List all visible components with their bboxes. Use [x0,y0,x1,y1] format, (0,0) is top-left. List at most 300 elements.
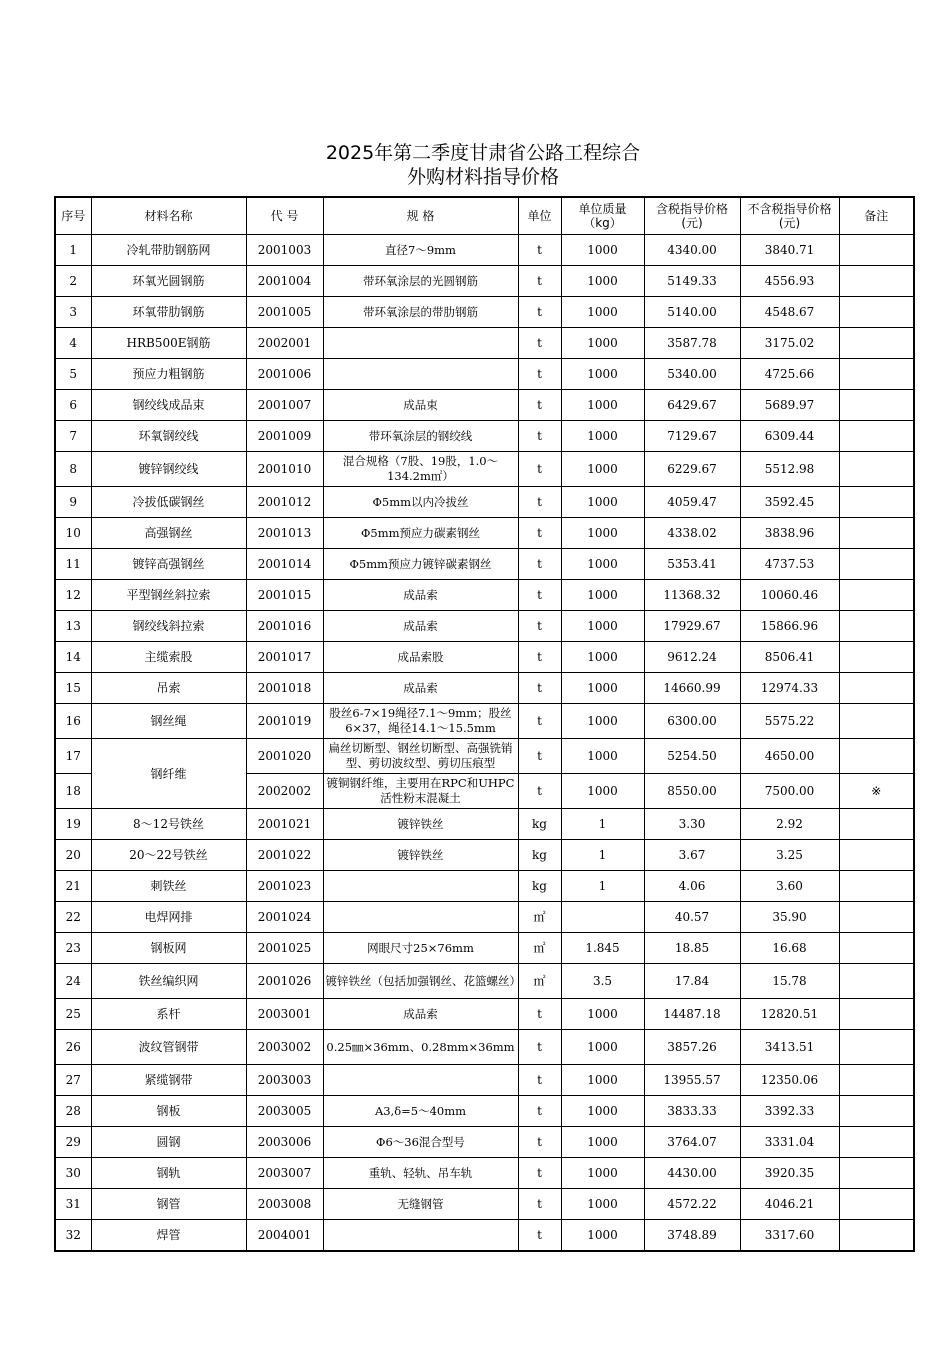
cell-name: 主缆索股 [91,642,246,673]
cell-name: 环氧光圆钢筋 [91,266,246,297]
table-row [55,518,914,549]
table-row [55,1127,914,1158]
cell-code: 2003006 [246,1127,323,1158]
cell-note [839,359,914,390]
cell-mass: 1 [561,871,644,902]
cell-no: 2 [55,266,91,297]
cell-code: 2002002 [246,774,323,809]
cell-notax: 2.92 [740,809,839,840]
cell-notax: 12974.33 [740,673,839,704]
table-row [55,840,914,871]
header-notax-price: 不含税指导价格(元) [740,197,839,235]
cell-code: 2001016 [246,611,323,642]
table-row [55,1065,914,1096]
cell-name: 刺铁丝 [91,871,246,902]
cell-name: 环氧钢绞线 [91,421,246,452]
cell-spec: 镀锌铁丝 [323,809,518,840]
cell-name: 钢绞线斜拉索 [91,611,246,642]
cell-notax: 4725.66 [740,359,839,390]
cell-name: 系杆 [91,999,246,1030]
cell-mass: 1000 [561,1030,644,1065]
cell-unit: t [518,704,561,739]
cell-tax: 4340.00 [644,235,740,266]
table-row [55,611,914,642]
cell-mass: 1000 [561,518,644,549]
cell-code: 2002001 [246,328,323,359]
cell-name: 钢板网 [91,933,246,964]
cell-name: 钢板 [91,1096,246,1127]
cell-code: 2003005 [246,1096,323,1127]
cell-spec: 成品索 [323,673,518,704]
cell-no: 8 [55,452,91,487]
cell-mass: 1000 [561,1158,644,1189]
cell-name: 钢绞线成品束 [91,390,246,421]
cell-tax: 5254.50 [644,739,740,774]
cell-no: 23 [55,933,91,964]
cell-notax: 5512.98 [740,452,839,487]
cell-note [839,549,914,580]
cell-unit: kg [518,809,561,840]
cell-notax: 12820.51 [740,999,839,1030]
cell-mass: 1000 [561,704,644,739]
cell-tax: 6229.67 [644,452,740,487]
cell-notax: 5575.22 [740,704,839,739]
header-row [55,197,914,235]
table-row [55,359,914,390]
cell-name: 镀锌高强钢丝 [91,549,246,580]
cell-no: 20 [55,840,91,871]
cell-note: ※ [839,774,914,809]
cell-tax: 4572.22 [644,1189,740,1220]
table-row [55,1220,914,1252]
cell-no: 22 [55,902,91,933]
table-row [55,1189,914,1220]
cell-tax: 3833.33 [644,1096,740,1127]
cell-name: 镀锌钢绞线 [91,452,246,487]
table-row [55,390,914,421]
table-row [55,933,914,964]
cell-spec: 镀锌铁丝 [323,840,518,871]
cell-notax: 3413.51 [740,1030,839,1065]
cell-unit: t [518,297,561,328]
cell-unit: t [518,235,561,266]
cell-code: 2003002 [246,1030,323,1065]
cell-unit: t [518,611,561,642]
cell-tax: 9612.24 [644,642,740,673]
cell-notax: 4548.67 [740,297,839,328]
cell-spec: Φ5mm预应力碳素钢丝 [323,518,518,549]
cell-code: 2001023 [246,871,323,902]
cell-unit: ㎡ [518,902,561,933]
header-unit: 单位 [518,197,561,235]
cell-mass: 1000 [561,297,644,328]
cell-note [839,487,914,518]
cell-mass: 1000 [561,1189,644,1220]
cell-note [839,266,914,297]
cell-mass: 1000 [561,739,644,774]
cell-note [839,518,914,549]
cell-spec: 镀锌铁丝（包括加强钢丝、花篮螺丝） [323,964,518,999]
header-no: 序号 [55,197,91,235]
cell-note [839,1158,914,1189]
cell-spec: 成品索 [323,580,518,611]
cell-tax: 4338.02 [644,518,740,549]
cell-no: 32 [55,1220,91,1252]
cell-mass [561,902,644,933]
cell-unit: ㎡ [518,933,561,964]
cell-no: 30 [55,1158,91,1189]
cell-no: 6 [55,390,91,421]
cell-code: 2001024 [246,902,323,933]
cell-mass: 1000 [561,359,644,390]
cell-notax: 4046.21 [740,1189,839,1220]
cell-name: 20～22号铁丝 [91,840,246,871]
cell-note [839,999,914,1030]
cell-unit: t [518,642,561,673]
table-row [55,328,914,359]
table-row [55,704,914,739]
cell-tax: 7129.67 [644,421,740,452]
cell-note [839,235,914,266]
cell-tax: 13955.57 [644,1065,740,1096]
cell-tax: 17.84 [644,964,740,999]
cell-notax: 10060.46 [740,580,839,611]
table-row [55,487,914,518]
cell-code: 2001009 [246,421,323,452]
table-row [55,739,914,774]
cell-code: 2001017 [246,642,323,673]
cell-notax: 16.68 [740,933,839,964]
cell-mass: 1000 [561,549,644,580]
cell-no: 28 [55,1096,91,1127]
table-row [55,642,914,673]
cell-notax: 3.60 [740,871,839,902]
cell-tax: 3.67 [644,840,740,871]
cell-spec [323,1220,518,1252]
cell-unit: t [518,1096,561,1127]
cell-no: 27 [55,1065,91,1096]
cell-no: 7 [55,421,91,452]
cell-tax: 3764.07 [644,1127,740,1158]
cell-notax: 3592.45 [740,487,839,518]
cell-name: 冷拔低碳钢丝 [91,487,246,518]
cell-name: 预应力粗钢筋 [91,359,246,390]
table-row [55,902,914,933]
cell-name: 钢纤维 [91,739,246,809]
cell-no: 24 [55,964,91,999]
cell-code: 2001014 [246,549,323,580]
cell-code: 2001025 [246,933,323,964]
cell-unit: t [518,549,561,580]
cell-note [839,673,914,704]
cell-note [839,421,914,452]
cell-name: 电焊网排 [91,902,246,933]
header-spec: 规 格 [323,197,518,235]
cell-unit: t [518,266,561,297]
cell-unit: t [518,1158,561,1189]
cell-tax: 6429.67 [644,390,740,421]
cell-no: 11 [55,549,91,580]
cell-code: 2001013 [246,518,323,549]
cell-name: 环氧带肋钢筋 [91,297,246,328]
cell-spec: 带环氧涂层的带肋钢筋 [323,297,518,328]
cell-note [839,1189,914,1220]
cell-code: 2003008 [246,1189,323,1220]
cell-code: 2001019 [246,704,323,739]
cell-notax: 4556.93 [740,266,839,297]
cell-note [839,1220,914,1252]
cell-spec: 扁丝切断型、钢丝切断型、高强铣销型、剪切波纹型、剪切压痕型 [323,739,518,774]
cell-spec [323,902,518,933]
cell-unit: t [518,452,561,487]
cell-mass: 1000 [561,673,644,704]
cell-spec: 网眼尺寸25×76mm [323,933,518,964]
cell-tax: 5149.33 [644,266,740,297]
cell-unit: kg [518,840,561,871]
cell-mass: 1 [561,840,644,871]
cell-name: 波纹管钢带 [91,1030,246,1065]
cell-spec: Φ6～36混合型号 [323,1127,518,1158]
cell-name: 焊管 [91,1220,246,1252]
cell-tax: 17929.67 [644,611,740,642]
cell-unit: t [518,739,561,774]
cell-note [839,704,914,739]
cell-tax: 5140.00 [644,297,740,328]
cell-notax: 8506.41 [740,642,839,673]
cell-note [839,390,914,421]
cell-note [839,809,914,840]
table-row [55,266,914,297]
cell-note [839,964,914,999]
cell-spec: 成品索 [323,611,518,642]
cell-spec: 无缝钢管 [323,1189,518,1220]
cell-mass: 1000 [561,1065,644,1096]
price-table [54,196,915,1252]
cell-no: 4 [55,328,91,359]
header-name: 材料名称 [91,197,246,235]
cell-no: 29 [55,1127,91,1158]
cell-spec: 0.25㎜×36mm、0.28mm×36mm [323,1030,518,1065]
cell-spec: 成品束 [323,390,518,421]
cell-notax: 12350.06 [740,1065,839,1096]
cell-spec [323,871,518,902]
cell-spec: Φ5mm预应力镀锌碳素钢丝 [323,549,518,580]
cell-code: 2001018 [246,673,323,704]
cell-tax: 14487.18 [644,999,740,1030]
cell-mass: 1000 [561,487,644,518]
cell-mass: 1000 [561,390,644,421]
cell-note [839,611,914,642]
cell-no: 3 [55,297,91,328]
cell-no: 16 [55,704,91,739]
cell-unit: t [518,1189,561,1220]
cell-notax: 15866.96 [740,611,839,642]
cell-code: 2003001 [246,999,323,1030]
cell-note [839,642,914,673]
cell-no: 25 [55,999,91,1030]
cell-note [839,902,914,933]
cell-mass: 1000 [561,774,644,809]
cell-code: 2001020 [246,739,323,774]
cell-note [839,1127,914,1158]
cell-name: 圆钢 [91,1127,246,1158]
cell-no: 10 [55,518,91,549]
cell-unit: t [518,487,561,518]
cell-notax: 7500.00 [740,774,839,809]
table-row [55,580,914,611]
cell-tax: 3857.26 [644,1030,740,1065]
document-title-line2: 外购材料指导价格 [406,166,559,188]
cell-note [839,840,914,871]
cell-no: 14 [55,642,91,673]
cell-spec: 带环氧涂层的钢绞线 [323,421,518,452]
cell-note [839,1065,914,1096]
cell-name: 吊索 [91,673,246,704]
header-note: 备注 [839,197,914,235]
cell-spec [323,359,518,390]
cell-mass: 1000 [561,452,644,487]
table-row [55,235,914,266]
cell-unit: t [518,1127,561,1158]
cell-spec: A3,δ=5～40mm [323,1096,518,1127]
cell-unit: t [518,359,561,390]
cell-notax: 3175.02 [740,328,839,359]
cell-tax: 11368.32 [644,580,740,611]
cell-spec [323,328,518,359]
cell-mass: 1000 [561,235,644,266]
cell-spec: 成品索 [323,999,518,1030]
cell-notax: 4650.00 [740,739,839,774]
cell-tax: 8550.00 [644,774,740,809]
cell-spec: Φ5mm以内冷拔丝 [323,487,518,518]
cell-mass: 1000 [561,642,644,673]
cell-no: 31 [55,1189,91,1220]
cell-notax: 3838.96 [740,518,839,549]
table-row [55,1096,914,1127]
cell-code: 2001026 [246,964,323,999]
cell-note [839,1030,914,1065]
cell-notax: 3920.35 [740,1158,839,1189]
cell-code: 2004001 [246,1220,323,1252]
cell-unit: t [518,1065,561,1096]
cell-spec: 带环氧涂层的光圆钢筋 [323,266,518,297]
cell-mass: 1000 [561,1096,644,1127]
table-row [55,1030,914,1065]
table-row [55,549,914,580]
table-row [55,871,914,902]
table-row [55,297,914,328]
cell-mass: 1000 [561,999,644,1030]
cell-note [839,580,914,611]
cell-mass: 1000 [561,1127,644,1158]
cell-spec: 直径7～9mm [323,235,518,266]
cell-unit: t [518,673,561,704]
cell-mass: 1000 [561,266,644,297]
header-mass: 单位质量（kg） [561,197,644,235]
cell-no: 15 [55,673,91,704]
cell-notax: 35.90 [740,902,839,933]
cell-tax: 3587.78 [644,328,740,359]
cell-tax: 4059.47 [644,487,740,518]
cell-spec [323,1065,518,1096]
cell-unit: t [518,999,561,1030]
table-row [55,452,914,487]
table-row [55,964,914,999]
cell-tax: 6300.00 [644,704,740,739]
cell-code: 2001007 [246,390,323,421]
cell-tax: 3.30 [644,809,740,840]
cell-tax: 5340.00 [644,359,740,390]
cell-name: 8～12号铁丝 [91,809,246,840]
cell-note [839,452,914,487]
cell-name: 钢轨 [91,1158,246,1189]
cell-mass: 1000 [561,611,644,642]
cell-mass: 1 [561,809,644,840]
header-code: 代 号 [246,197,323,235]
cell-mass: 1000 [561,580,644,611]
cell-code: 2001004 [246,266,323,297]
cell-notax: 4737.53 [740,549,839,580]
cell-spec: 混合规格（7股、19股，1.0～134.2m㎡） [323,452,518,487]
cell-code: 2001005 [246,297,323,328]
cell-name: HRB500E钢筋 [91,328,246,359]
table-row [55,673,914,704]
cell-note [839,739,914,774]
header-tax-price: 含税指导价格(元) [644,197,740,235]
cell-no: 1 [55,235,91,266]
cell-code: 2003003 [246,1065,323,1096]
cell-name: 钢管 [91,1189,246,1220]
cell-unit: kg [518,871,561,902]
cell-code: 2001012 [246,487,323,518]
cell-tax: 40.57 [644,902,740,933]
cell-tax: 14660.99 [644,673,740,704]
cell-spec: 成品索股 [323,642,518,673]
cell-no: 12 [55,580,91,611]
table-row [55,421,914,452]
cell-tax: 3748.89 [644,1220,740,1252]
cell-spec: 重轨、轻轨、吊车轨 [323,1158,518,1189]
cell-note [839,328,914,359]
cell-name: 高强钢丝 [91,518,246,549]
cell-unit: t [518,1220,561,1252]
cell-note [839,1096,914,1127]
cell-mass: 1.845 [561,933,644,964]
cell-name: 铁丝编织网 [91,964,246,999]
table-row [55,999,914,1030]
cell-code: 2001006 [246,359,323,390]
cell-notax: 3317.60 [740,1220,839,1252]
document-title-line1: 2025年第二季度甘肃省公路工程综合 [325,142,641,164]
cell-no: 21 [55,871,91,902]
cell-code: 2001021 [246,809,323,840]
cell-code: 2001010 [246,452,323,487]
cell-no: 17 [55,739,91,774]
cell-name: 冷轧带肋钢筋网 [91,235,246,266]
cell-spec: 股丝6-7×19绳径7.1～9mm；股丝6×37，绳径14.1～15.5mm [323,704,518,739]
cell-code: 2003007 [246,1158,323,1189]
cell-no: 13 [55,611,91,642]
cell-mass: 3.5 [561,964,644,999]
cell-spec: 镀铜钢纤维，主要用在RPC和UHPC活性粉末混凝土 [323,774,518,809]
cell-note [839,871,914,902]
cell-name: 平型钢丝斜拉索 [91,580,246,611]
cell-no: 18 [55,774,91,809]
cell-notax: 3331.04 [740,1127,839,1158]
cell-code: 2001003 [246,235,323,266]
cell-unit: t [518,580,561,611]
cell-note [839,933,914,964]
